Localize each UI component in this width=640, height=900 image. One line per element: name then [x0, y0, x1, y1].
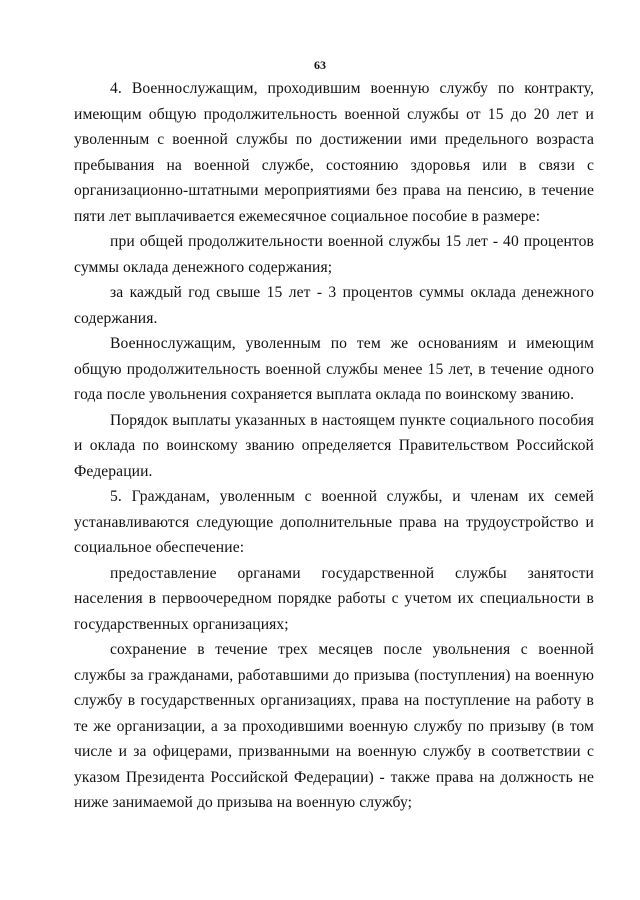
paragraph-4-intro: 4. Военнослужащим, проходившим военную службу по контракту, имеющим общую продолжительность военной службы от 15 до 20 лет и уволенным с военной службы по достижении ими предельного возраста пребывания на военной службе, состоянию здоровья или в связи с организационно-штатными мероприятиями без права на пенсию, в течение пяти лет выплачивается ежемесячное социальное пособие в размере: [74, 80, 594, 225]
paragraph-5-job-retention: сохранение в течение трех месяцев после увольнения с военной службы за гражданами, работавшими до призыва (поступления) на военную службу в государственных организациях, права на поступление на работу в те же организации, а за проходившими военную службу по призыву (в том числе и за офицерами, призванными на военную службу в соответствии с указом Президента Российской Федерации) - также права на должность не ниже занимаемой до призыва на военную службу; [74, 641, 594, 811]
document-body [74, 76, 594, 816]
paragraph-4-rate-per-year: за каждый год свыше 15 лет - 3 процентов суммы оклада денежного содержания. [74, 284, 594, 327]
paragraph-4-less-15-years: Военнослужащим, уволенным по тем же основаниям и имеющим общую продолжительность военной службы менее 15 лет, в течение одного года после увольнения сохраняется выплата оклада по воинскому званию. [74, 335, 594, 403]
page-number: 63 [314, 58, 326, 72]
paragraph-5-employment: предоставление органами государственной службы занятости населения в первоочередном порядке работы с учетом их специальности в государственных организациях; [74, 564, 594, 633]
paragraph-4-rate-15-years: при общей продолжительности военной службы 15 лет - 40 процентов суммы оклада денежного содержания; [74, 233, 594, 276]
paragraph-5-intro: 5. Гражданам, уволенным с военной службы, и членам их семей устанавливаются следующие дополнительные права на трудоустройство и социальное обеспечение: [74, 488, 594, 556]
paragraph-4-procedure: Порядок выплаты указанных в настоящем пункте социального пособия и оклада по воинскому званию определяется Правительством Российской Федерации. [74, 411, 594, 480]
